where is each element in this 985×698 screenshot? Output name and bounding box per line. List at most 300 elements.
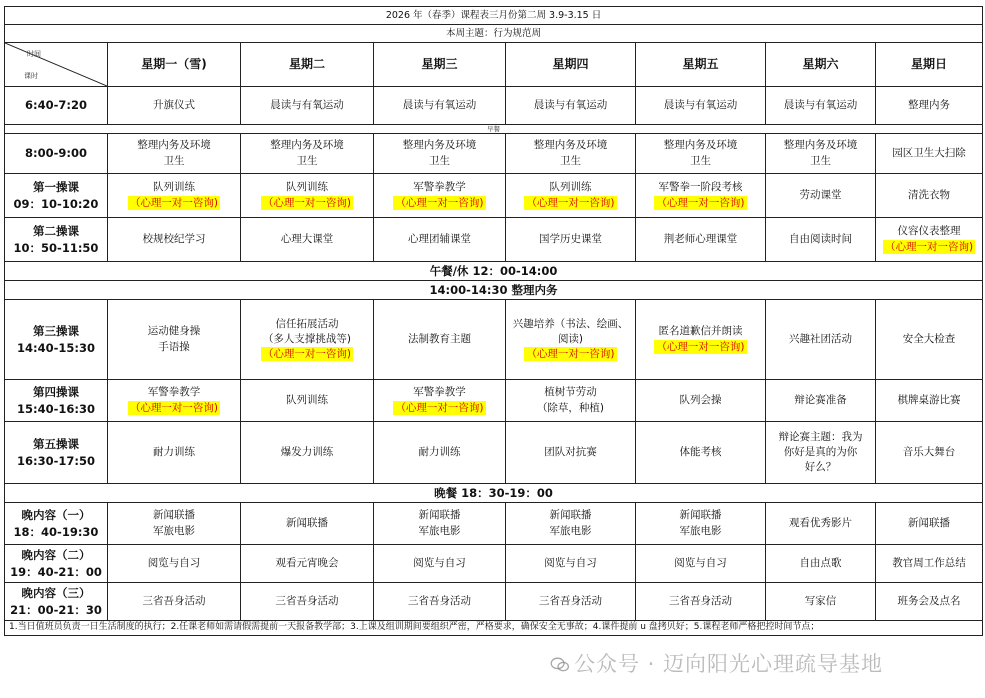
cell-line	[878, 516, 980, 531]
week-theme: 本周主题：行为规范周	[5, 25, 983, 43]
counseling-tag: （心理一对一咨询)	[129, 401, 219, 414]
cell-line	[638, 508, 763, 523]
cell-text: 新闻联播	[549, 509, 592, 522]
schedule-cell	[876, 174, 983, 218]
cell-line	[878, 445, 980, 460]
time-label-line: 晚内容（三）	[21, 586, 91, 601]
counseling-tag-line	[110, 401, 238, 416]
cell-line	[638, 138, 763, 153]
cell-line	[110, 385, 238, 400]
cell-text: 整理内务及环境	[783, 139, 858, 152]
cell-text: 自由阅读时间	[789, 232, 852, 245]
counseling-tag: （心理一对一咨询)	[656, 340, 745, 353]
cell-text: 晨读与有氧运动	[533, 98, 608, 111]
schedule-cell	[108, 503, 241, 545]
cell-line	[110, 138, 238, 153]
schedule-cell	[636, 218, 766, 262]
cell-line	[110, 232, 238, 247]
schedule-cell	[241, 300, 374, 380]
cell-text: 阅览与自习	[544, 556, 597, 569]
cell-text: 三省吾身活动	[539, 594, 602, 607]
cell-line	[110, 594, 238, 609]
counseling-tag-line	[243, 347, 371, 362]
cell-line	[638, 154, 763, 169]
cell-line	[768, 188, 873, 203]
cell-line	[110, 180, 238, 195]
counseling-tag-line	[376, 401, 503, 416]
cell-text: 整理内务及环境	[663, 139, 738, 152]
cell-line	[508, 594, 633, 609]
cell-text: 整理内务及环境	[402, 139, 477, 152]
cell-line	[878, 332, 980, 347]
schedule-cell	[876, 134, 983, 174]
cell-text: 自由点歌	[799, 556, 842, 569]
cell-text: 卫生	[810, 154, 831, 167]
cell-text: 队列训练	[286, 181, 328, 194]
cell-text: 卫生	[429, 154, 450, 167]
cell-line	[638, 556, 763, 571]
cell-text: 团队对抗赛	[544, 445, 597, 458]
cell-text: 三省吾身活动	[669, 594, 732, 607]
time-label	[5, 174, 108, 218]
schedule-cell	[108, 218, 241, 262]
lunch-row: 午餐/休 12：00-14:00	[5, 262, 983, 281]
time-label	[5, 583, 108, 621]
schedule-cell	[876, 87, 983, 125]
time-label	[5, 218, 108, 262]
tidy-row: 14:00-14:30 整理内务	[5, 281, 983, 300]
cell-line	[376, 445, 503, 460]
cell-text: 卫生	[296, 154, 318, 167]
cell-text: 植树节劳动	[544, 386, 597, 399]
counseling-tag: （心理一对一咨询)	[262, 196, 352, 209]
cell-text: 新闻联播	[153, 509, 195, 522]
cell-line	[508, 154, 633, 169]
cell-line	[768, 138, 873, 153]
schedule-cell	[108, 545, 241, 583]
schedule-cell	[374, 87, 506, 125]
time-label	[5, 300, 108, 380]
schedule-cell	[506, 174, 636, 218]
cell-text: 兴趣培养（书法、绘画、	[512, 317, 629, 330]
cell-line	[110, 324, 238, 339]
time-label-line: 晚内容（一）	[21, 508, 91, 523]
schedule-cell	[241, 174, 374, 218]
cell-line	[376, 385, 503, 400]
cell-text: 队列训练	[153, 181, 195, 194]
time-label	[5, 380, 108, 422]
cell-text: 整理内务及环境	[137, 139, 211, 152]
time-label-line: 21：00-21：30	[10, 602, 102, 617]
cell-line	[243, 594, 371, 609]
cell-line	[878, 556, 980, 571]
schedule-cell	[636, 134, 766, 174]
schedule-cell	[108, 87, 241, 125]
cell-text: 新闻联播	[908, 516, 951, 529]
counseling-tag: （心理一对一咨询)	[129, 196, 219, 209]
time-label-line: 晚内容（二）	[21, 548, 91, 563]
day-header: 星期日	[876, 43, 983, 87]
cell-line	[508, 401, 633, 416]
cell-line	[878, 393, 980, 408]
time-label-line: 10：50-11:50	[13, 240, 99, 255]
separator-row	[5, 621, 983, 636]
cell-line	[638, 324, 763, 339]
time-label-line: 18：40-19:30	[13, 524, 99, 539]
cell-text: 队列训练	[549, 181, 592, 194]
cell-text: 卫生	[690, 154, 711, 167]
cell-line	[110, 556, 238, 571]
cell-text: 耐力训练	[153, 445, 195, 458]
cell-line	[878, 224, 980, 239]
cell-line	[376, 556, 503, 571]
schedule-sheet	[4, 6, 983, 636]
cell-line	[376, 332, 503, 347]
schedule-row	[5, 503, 983, 545]
schedule-cell	[766, 380, 876, 422]
cell-text: 教官周工作总结	[892, 556, 966, 569]
cell-text: 园区卫生大扫除	[892, 146, 966, 159]
separator-row	[5, 484, 983, 503]
cell-line	[638, 524, 763, 539]
schedule-cell	[374, 134, 506, 174]
cell-line	[243, 516, 371, 531]
cell-text: 升旗仪式	[153, 98, 195, 111]
schedule-row	[5, 545, 983, 583]
cell-line	[110, 524, 238, 539]
cell-line	[768, 430, 873, 445]
schedule-cell	[241, 380, 374, 422]
schedule-cell	[876, 583, 983, 621]
schedule-cell	[636, 583, 766, 621]
watermark-text: 公众号 · 迈向阳光心理疏导基地	[574, 652, 884, 676]
schedule-row	[5, 218, 983, 262]
cell-text: 安全大检查	[902, 332, 956, 345]
cell-text: 手语操	[158, 340, 190, 353]
schedule-cell	[241, 545, 374, 583]
cell-line	[638, 445, 763, 460]
cell-line	[376, 138, 503, 153]
cell-text: 整理内务及环境	[270, 139, 344, 152]
cell-text: 晨读与有氧运动	[663, 98, 738, 111]
counseling-tag: （心理一对一咨询)	[526, 196, 615, 209]
cell-text: 卫生	[560, 154, 581, 167]
schedule-cell	[766, 583, 876, 621]
cell-line	[376, 508, 503, 523]
cell-text: 法制教育主题	[408, 332, 471, 345]
cell-text: 写家信	[804, 594, 837, 607]
schedule-cell	[766, 300, 876, 380]
cell-text: 辩论赛准备	[794, 393, 847, 406]
cell-line	[508, 556, 633, 571]
day-header: 星期六	[766, 43, 876, 87]
schedule-cell	[876, 300, 983, 380]
cell-text: 队列训练	[286, 393, 328, 406]
counseling-tag: （心理一对一咨询)	[884, 240, 974, 253]
cell-text: 音乐大舞台	[902, 445, 956, 458]
day-header: 星期二	[241, 43, 374, 87]
cell-text: 整理内务	[908, 98, 951, 111]
cell-text: 班务会及点名	[897, 594, 961, 607]
cell-line	[110, 98, 238, 113]
schedule-cell	[108, 422, 241, 484]
schedule-cell	[108, 174, 241, 218]
cell-line	[508, 317, 633, 332]
cell-line	[243, 445, 371, 460]
schedule-cell	[506, 218, 636, 262]
cell-text: 晨读与有氧运动	[270, 98, 344, 111]
cell-text: 兴趣社团活动	[789, 332, 852, 345]
time-label	[5, 134, 108, 174]
schedule-cell	[766, 503, 876, 545]
dinner-row: 晚餐 18：30-19：00	[5, 484, 983, 503]
cell-line	[508, 232, 633, 247]
cell-text: 仪容仪表整理	[897, 225, 961, 238]
time-label	[5, 87, 108, 125]
cell-text: 信任拓展活动	[275, 317, 339, 330]
schedule-row	[5, 300, 983, 380]
cell-line	[508, 138, 633, 153]
cell-text: 好么？	[804, 461, 837, 474]
schedule-cell	[374, 545, 506, 583]
separator-row	[5, 281, 983, 300]
schedule-row	[5, 583, 983, 621]
cell-line	[508, 524, 633, 539]
schedule-cell	[241, 218, 374, 262]
cell-text: 爆发力训练	[280, 445, 334, 458]
corner-header	[5, 43, 108, 87]
schedule-cell	[506, 545, 636, 583]
time-label-line: 15:40-16:30	[17, 401, 95, 416]
cell-text: 阅览与自习	[674, 556, 727, 569]
cell-line	[878, 146, 980, 161]
cell-line	[376, 524, 503, 539]
cell-line	[638, 393, 763, 408]
cell-line	[768, 393, 873, 408]
watermark	[550, 648, 883, 678]
cell-text: 国学历史课堂	[539, 232, 602, 245]
cell-line	[638, 98, 763, 113]
schedule-cell	[766, 422, 876, 484]
schedule-cell	[506, 87, 636, 125]
cell-text: （除草，种植)	[536, 401, 605, 414]
cell-line	[638, 594, 763, 609]
cell-text: 三省吾身活动	[142, 594, 206, 607]
schedule-cell	[876, 422, 983, 484]
schedule-cell	[506, 134, 636, 174]
cell-line	[243, 317, 371, 332]
schedule-cell	[636, 545, 766, 583]
cell-line	[508, 385, 633, 400]
cell-text: 新闻联播	[286, 516, 328, 529]
cell-text: 军警拳教学	[147, 386, 201, 399]
cell-text: 荆老师心理课堂	[663, 232, 738, 245]
schedule-cell	[241, 134, 374, 174]
schedule-cell	[108, 300, 241, 380]
schedule-cell	[108, 583, 241, 621]
schedule-cell	[506, 422, 636, 484]
corner-lesson-label: 课时	[24, 72, 38, 80]
footer-notes: 1.当日值班员负责一日生活制度的执行；2.任课老师如需请假需提前一天报备教学部；3.上课及组训期间要组织严密，严格要求，确保安全无事故；4.课件提前 u 盘拷贝好；5.课程老师严格把控时间节点；	[5, 621, 983, 636]
cell-text: 三省吾身活动	[275, 594, 339, 607]
schedule-cell	[636, 300, 766, 380]
schedule-cell	[876, 503, 983, 545]
corner-time-label: 时间	[27, 50, 41, 58]
wechat-icon	[550, 657, 570, 673]
cell-line	[110, 154, 238, 169]
time-label-line: 第五操课	[33, 437, 79, 452]
cell-line	[638, 180, 763, 195]
cell-text: 卫生	[163, 154, 185, 167]
cell-text: 军旅电影	[153, 524, 195, 537]
schedule-cell	[636, 503, 766, 545]
separator-row	[5, 262, 983, 281]
schedule-cell	[108, 380, 241, 422]
cell-text: 体能考核	[679, 445, 722, 458]
cell-text: 阅览与自习	[413, 556, 466, 569]
schedule-cell	[506, 583, 636, 621]
cell-line	[508, 332, 633, 347]
cell-line	[508, 508, 633, 523]
time-label	[5, 503, 108, 545]
time-label	[5, 422, 108, 484]
time-label-line: 第四操课	[33, 385, 79, 400]
schedule-row	[5, 422, 983, 484]
counseling-tag: （心理一对一咨询)	[395, 196, 484, 209]
cell-line	[508, 445, 633, 460]
counseling-tag-line	[508, 347, 633, 362]
schedule-cell	[241, 87, 374, 125]
schedule-cell	[241, 503, 374, 545]
schedule-cell	[374, 503, 506, 545]
cell-line	[110, 508, 238, 523]
schedule-cell	[374, 380, 506, 422]
cell-text: 三省吾身活动	[408, 594, 471, 607]
day-header: 星期四	[506, 43, 636, 87]
counseling-tag-line	[110, 196, 238, 211]
cell-line	[508, 180, 633, 195]
time-label-line: 6:40-7:20	[25, 98, 87, 113]
counseling-tag-line	[243, 196, 371, 211]
schedule-cell	[506, 380, 636, 422]
day-header: 星期五	[636, 43, 766, 87]
schedule-row	[5, 380, 983, 422]
cell-line	[768, 445, 873, 460]
schedule-cell	[876, 218, 983, 262]
cell-text: 阅读)	[557, 332, 584, 345]
cell-text: 耐力训练	[418, 445, 461, 458]
time-label	[5, 545, 108, 583]
time-label-line: 09：10-10:20	[13, 196, 99, 211]
cell-text: 观看元宵晚会	[275, 556, 339, 569]
cell-line	[768, 232, 873, 247]
cell-text: 匿名道歉信并朗读	[658, 325, 743, 338]
schedule-cell	[241, 422, 374, 484]
cell-line	[638, 232, 763, 247]
cell-text: 棋牌桌游比赛	[897, 393, 961, 406]
cell-text: 劳动课堂	[799, 188, 842, 201]
cell-line	[243, 154, 371, 169]
cell-text: 整理内务及环境	[533, 139, 608, 152]
counseling-tag-line	[638, 196, 763, 211]
schedule-cell	[766, 218, 876, 262]
cell-line	[768, 332, 873, 347]
schedule-cell	[766, 87, 876, 125]
time-label-line: 19：40-21：00	[10, 564, 102, 579]
cell-line	[878, 98, 980, 113]
cell-text: 军警拳教学	[413, 181, 466, 194]
cell-line	[110, 340, 238, 355]
cell-text: 晨读与有氧运动	[783, 98, 858, 111]
counseling-tag-line	[508, 196, 633, 211]
cell-line	[110, 445, 238, 460]
cell-line	[243, 180, 371, 195]
cell-text: （多人支撑挑战等)	[262, 332, 352, 345]
cell-text: 校规校纪学习	[142, 232, 206, 245]
schedule-cell	[636, 174, 766, 218]
cell-text: 军旅电影	[418, 524, 461, 537]
diagonal-line	[5, 43, 107, 86]
schedule-cell	[374, 218, 506, 262]
cell-text: 心理大课堂	[280, 232, 334, 245]
schedule-cell	[766, 545, 876, 583]
cell-line	[376, 98, 503, 113]
schedule-cell	[108, 134, 241, 174]
time-label-line: 16:30-17:50	[17, 453, 95, 468]
cell-text: 晨读与有氧运动	[402, 98, 477, 111]
cell-line	[243, 393, 371, 408]
day-header: 星期三	[374, 43, 506, 87]
cell-line	[376, 232, 503, 247]
cell-line	[376, 180, 503, 195]
schedule-cell	[506, 503, 636, 545]
schedule-cell	[766, 174, 876, 218]
cell-text: 军警拳一阶段考核	[658, 181, 743, 194]
cell-line	[243, 138, 371, 153]
time-label-line: 8:00-9:00	[25, 146, 87, 161]
schedule-cell	[876, 545, 983, 583]
cell-text: 军警拳教学	[413, 386, 466, 399]
time-label-line: 14:40-15:30	[17, 340, 95, 355]
cell-text: 清洗衣物	[908, 188, 951, 201]
day-header: 星期一（雪)	[108, 43, 241, 87]
counseling-tag-line	[638, 340, 763, 355]
cell-text: 新闻联播	[418, 509, 461, 522]
schedule-cell	[636, 422, 766, 484]
schedule-row	[5, 134, 983, 174]
cell-line	[243, 232, 371, 247]
cell-text: 阅览与自习	[147, 556, 201, 569]
cell-text: 新闻联播	[679, 509, 722, 522]
time-label-line: 第三操课	[33, 324, 79, 339]
cell-text: 运动健身操	[147, 325, 201, 338]
schedule-row	[5, 87, 983, 125]
separator-row	[5, 125, 983, 134]
schedule-cell	[876, 380, 983, 422]
cell-line	[508, 98, 633, 113]
counseling-tag-line	[878, 240, 980, 255]
schedule-cell	[241, 583, 374, 621]
cell-text: 军旅电影	[549, 524, 592, 537]
cell-text: 观看优秀影片	[789, 516, 852, 529]
schedule-cell	[506, 300, 636, 380]
schedule-cell	[374, 300, 506, 380]
counseling-tag-line	[376, 196, 503, 211]
time-label-line: 第一操课	[33, 180, 79, 195]
cell-line	[243, 332, 371, 347]
schedule-cell	[374, 174, 506, 218]
schedule-cell	[636, 87, 766, 125]
